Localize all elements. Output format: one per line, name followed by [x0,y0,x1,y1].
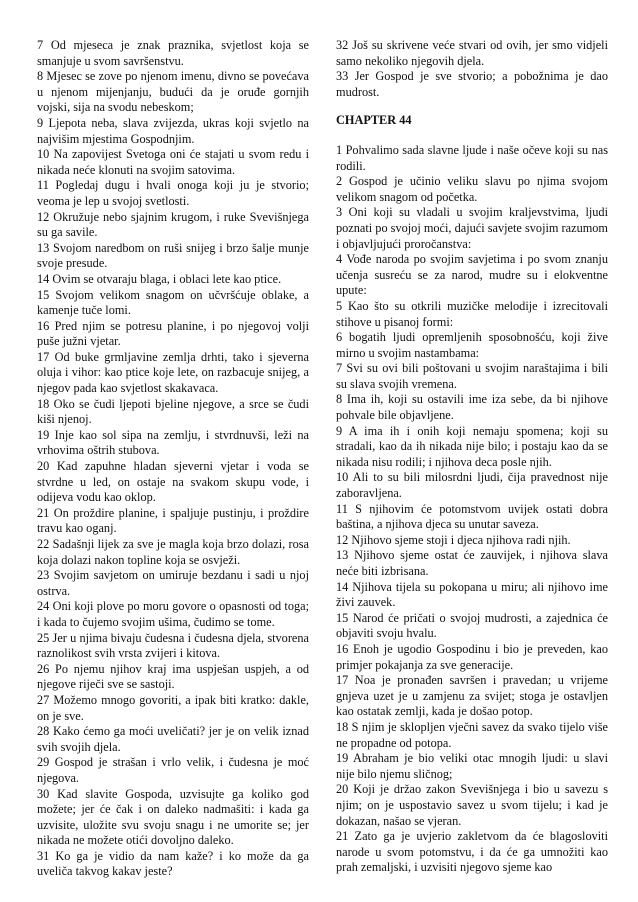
verse: 29 Gospod je strašan i vrlo velik, i čudesna je moć njegova. [37,755,309,785]
verse: 18 S njim je sklopljen vječni savez da svako tijelo više ne propadne od potopa. [336,719,608,750]
verse: 9 A ima ih i onih koji nemaju spomena; koji su stradali, kao da ih nikada nije bilo; i postaju kao da se nikada nisu rodili; i njihova deca posle njih. [336,423,608,469]
verse: 28 Kako ćemo ga moći uveličati? jer je on velik iznad svih svojih djela. [37,724,309,754]
verse: 12 Njihovo sjeme stoji i djeca njihova radi njih. [336,532,571,547]
verse: 8 Mjesec se zove po njenom imenu, divno se povećava u njenom mijenjanju, budući da je oruđe gornjih vojski, sija na svodu nebeskom; [37,69,309,115]
right-column-bottom-verses [336,143,608,876]
verse: 30 Kad slavite Gospoda, uzvisujte ga koliko god možete; jer će čak i on daleko nadmašiti: i kada ga uzvisite, uložite svu svoju snagu i ne umorite se; jer nikada ne možete otići dovoljno daleko. [37,786,309,848]
verse: 27 Možemo mnogo govoriti, a ipak biti kratko: dakle, on je sve. [37,692,309,723]
left-column [37,38,309,902]
verse: 11 S njihovim će potomstvom uvijek ostati dobra baština, a njihova djeca su unutar saveza. [336,501,608,532]
verse: 17 Noa je pronađen savršen i pravedan; u vrijeme gnjeva uzet je u zamjenu za svijet; stoga je ostavljen kao ostatak zemlji, kada je došao potop. [336,673,608,719]
verse: 16 Enoh je ugodio Gospodinu i bio je preveden, kao primjer pokajanja za sve generacije. [336,641,608,672]
verse: 13 Svojom naredbom on ruši snijeg i brzo šalje munje svoje presude. [37,240,309,271]
verse: 22 Sadašnji lijek za sve je magla koja brzo dolazi, rosa koja dolazi nakon topline koja se osvježi. [37,537,309,567]
verse: 1 Pohvalimo sada slavne ljude i naše očeve koji su nas rodili. [336,142,608,173]
verse: 4 Vođe naroda po svojim savjetima i po svom znanju učenja susreću se za narod, mudre su i elokventne upute: [336,252,608,298]
verse: 12 Okružuje nebo sjajnim krugom, i ruke Svevišnjega su ga savile. [37,209,309,240]
verse: 14 Ovim se otvaraju blaga, i oblaci lete kao ptice. [37,271,282,286]
verse: 19 Abraham je bio veliki otac mnogih ljudi: u slavi nije bilo njemu sličnog; [336,751,608,781]
verse: 2 Gospod je učinio veliku slavu po njima svojom velikom snagom od početka. [336,174,608,204]
verse: 26 Po njemu njihov kraj ima uspješan uspjeh, a od njegove riječi sve se sastoji. [37,661,309,692]
verse: 21 On proždire planine, i spaljuje pustinju, i proždire travu kao oganj. [37,505,309,536]
verse: 33 Jer Gospod je sve stvorio; a pobožnima je dao mudrost. [336,69,608,99]
verse: 20 Kad zapuhne hladan sjeverni vjetar i voda se stvrdne u led, on ostaje na svakom skupu vode, i odijeva vodu kao oklop. [37,459,309,505]
verse: 16 Pred njim se potresu planine, i po njegovoj volji puše južni vjetar. [37,318,309,349]
verse: 9 Ljepota neba, slava zvijezda, ukras koji svjetlo na najvišim mjestima Gospodnjim. [37,115,309,146]
right-column-top-verses [336,38,608,100]
verse: 15 Narod će pričati o svojoj mudrosti, a zajednica će objaviti svoju hvalu. [336,610,608,641]
verse: 23 Svojim savjetom on umiruje bezdanu i sadi u njoj ostrva. [37,568,309,598]
verse: 13 Njihovo sjeme ostat će zauvijek, i njihova slava neće biti izbrisana. [336,548,608,578]
verse: 32 Još su skrivene veće stvari od ovih, jer smo vidjeli samo nekoliko njegovih djela. [336,38,608,68]
verse: 21 Zato ga je uvjerio zakletvom da će blagosloviti narode u svom potomstvu, i da će ga umnožiti kao prah zemaljski, i uzvisiti njegovo sjeme kao [336,829,608,875]
verse: 17 Od buke grmljavine zemlja drhti, tako i sjeverna oluja i vihor: kao ptice koje lete, on razbacuje snijeg, a njegov pada kao svjetlost skakavaca. [37,349,309,396]
verse: 6 bogatih ljudi opremljenih sposobnošću, koji žive mirno u svojim nastambama: [336,330,608,360]
verse: 19 Inje kao sol sipa na zemlju, i stvrdnuvši, leži na vrhovima oštrih stubova. [37,427,309,458]
verse: 15 Svojom velikom snagom on učvršćuje oblake, a kamenje tuče lomi. [37,287,309,318]
chapter-heading: CHAPTER 44 [336,113,412,128]
verse: 18 Oko se čudi ljepoti bjeline njegove, a srce se čudi kiši njenoj. [37,396,309,427]
verse: 24 Oni koji plove po moru govore o opasnosti od toga; i kada to čujemo svojim ušima, čudimo se tome. [37,599,309,629]
verse: 11 Pogledaj dugu i hvali onoga koji ju je stvorio; veoma je lep u svojoj svetlosti. [37,178,309,208]
verse: 7 Svi su ovi bili poštovani u svojim naraštajima i bili su slava svojih vremena. [336,361,608,391]
verse: 14 Njihova tijela su pokopana u miru; ali njihovo ime živi zauvek. [336,579,608,610]
verse: 7 Od mjeseca je znak praznika, svjetlost koja se smanjuje u svom savršenstvu. [37,38,309,68]
verse: 31 Ko ga je vidio da nam kaže? i ko može da ga uveliča takvog kakav jeste? [37,848,309,879]
right-column [336,38,608,902]
verse: 20 Koji je držao zakon Svevišnjega i bio u savezu s njim; on je uspostavio savez u svom tijelu; i kad je dokazan, našao se vjeran. [336,782,608,828]
verse: 10 Ali to su bili milosrdni ljudi, čija pravednost nije zaboravljena. [336,470,608,501]
verse: 8 Ima ih, koji su ostavili ime iza sebe, da bi njihove pohvale bile objavljene. [336,392,608,423]
verse: 3 Oni koji su vladali u svojim kraljevstvima, ljudi poznati po svojoj moći, dajući savjete svojim razumom i objavljujući proročanstva: [336,205,608,251]
verse: 5 Kao što su otkrili muzičke melodije i izrecitovali stihove u pisanoj formi: [336,298,608,329]
verse: 25 Jer u njima bivaju čudesna i čudesna djela, stvorena raznolikost svih vrsta zvijeri i kitova. [37,630,309,661]
verse: 10 Na zapovijest Svetoga oni će stajati u svom redu i nikada neće klonuti na svojim satovima. [37,147,309,177]
